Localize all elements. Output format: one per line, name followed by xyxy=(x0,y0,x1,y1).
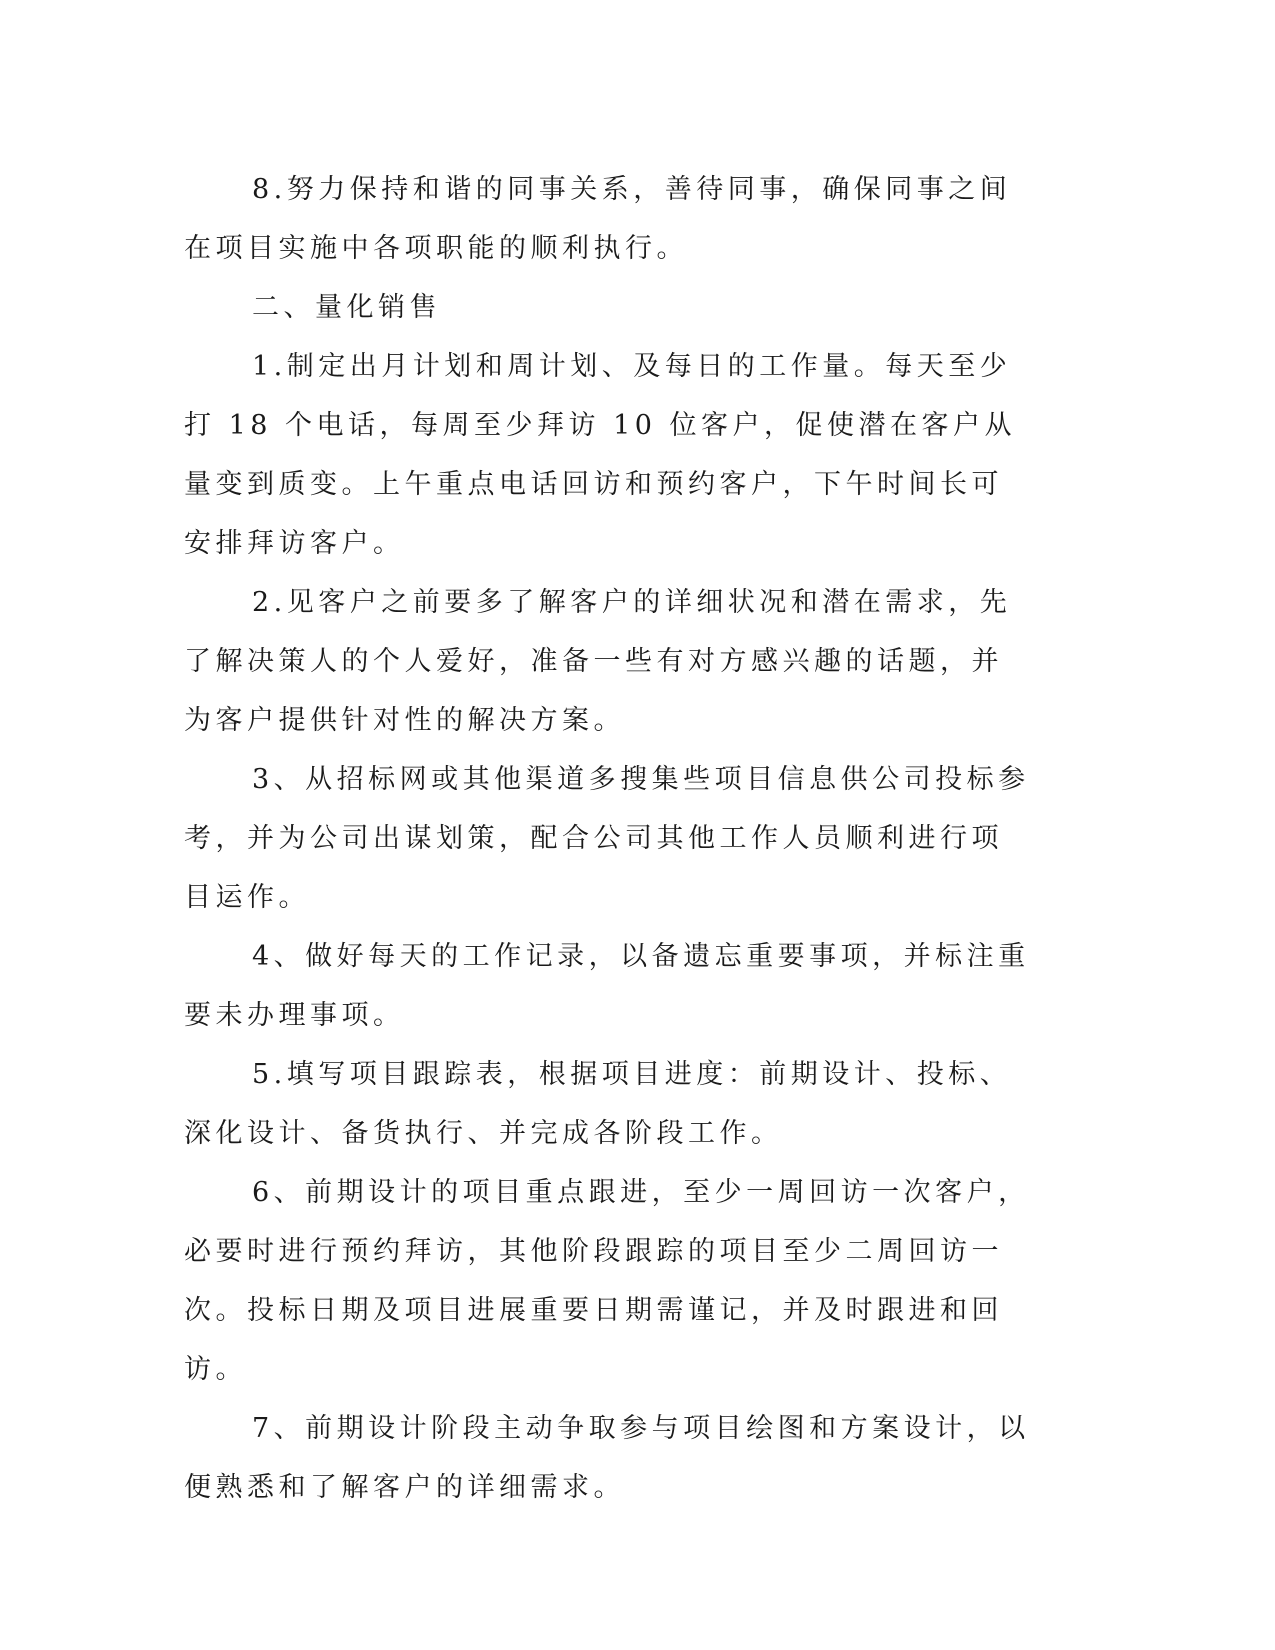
section-heading-quantified-sales: 二、量化销售 xyxy=(252,292,441,323)
paragraph-item-7-design-participation: 7、前期设计阶段主动争取参与项目绘图和方案设计，以便熟悉和了解客户的详细需求。 xyxy=(184,1413,1030,1503)
paragraph-item-2-client-research: 2.见客户之前要多了解客户的详细状况和潜在需求，先了解决策人的个人爱好，准备一些有对方感兴趣的话题，并为客户提供针对性的解决方案。 xyxy=(184,587,1012,736)
paragraph-item-8-colleague-relations: 8.努力保持和谐的同事关系，善待同事，确保同事之间在项目实施中各项职能的顺利执行。 xyxy=(184,174,1012,264)
paragraph-item-4-work-records: 4、做好每天的工作记录，以备遗忘重要事项，并标注重要未办理事项。 xyxy=(184,941,1030,1031)
paragraph-item-3-bid-information: 3、从招标网或其他渠道多搜集些项目信息供公司投标参考，并为公司出谋划策，配合公司其他工作人员顺利进行项目运作。 xyxy=(184,764,1030,913)
paragraph-item-5-project-tracking: 5.填写项目跟踪表，根据项目进度：前期设计、投标、深化设计、备货执行、并完成各阶段工作。 xyxy=(184,1059,1012,1149)
paragraph-item-6-follow-up: 6、前期设计的项目重点跟进，至少一周回访一次客户，必要时进行预约拜访，其他阶段跟踪的项目至少二周回访一次。投标日期及项目进展重要日期需谨记，并及时跟进和回访。 xyxy=(184,1177,1030,1385)
paragraph-item-1-work-plan: 1.制定出月计划和周计划、及每日的工作量。每天至少打 18 个电话，每周至少拜访 10 位客户，促使潜在客户从量变到质变。上午重点电话回访和预约客户，下午时间长可安排拜访客户。 xyxy=(184,351,1017,559)
document-body xyxy=(184,160,1034,1517)
